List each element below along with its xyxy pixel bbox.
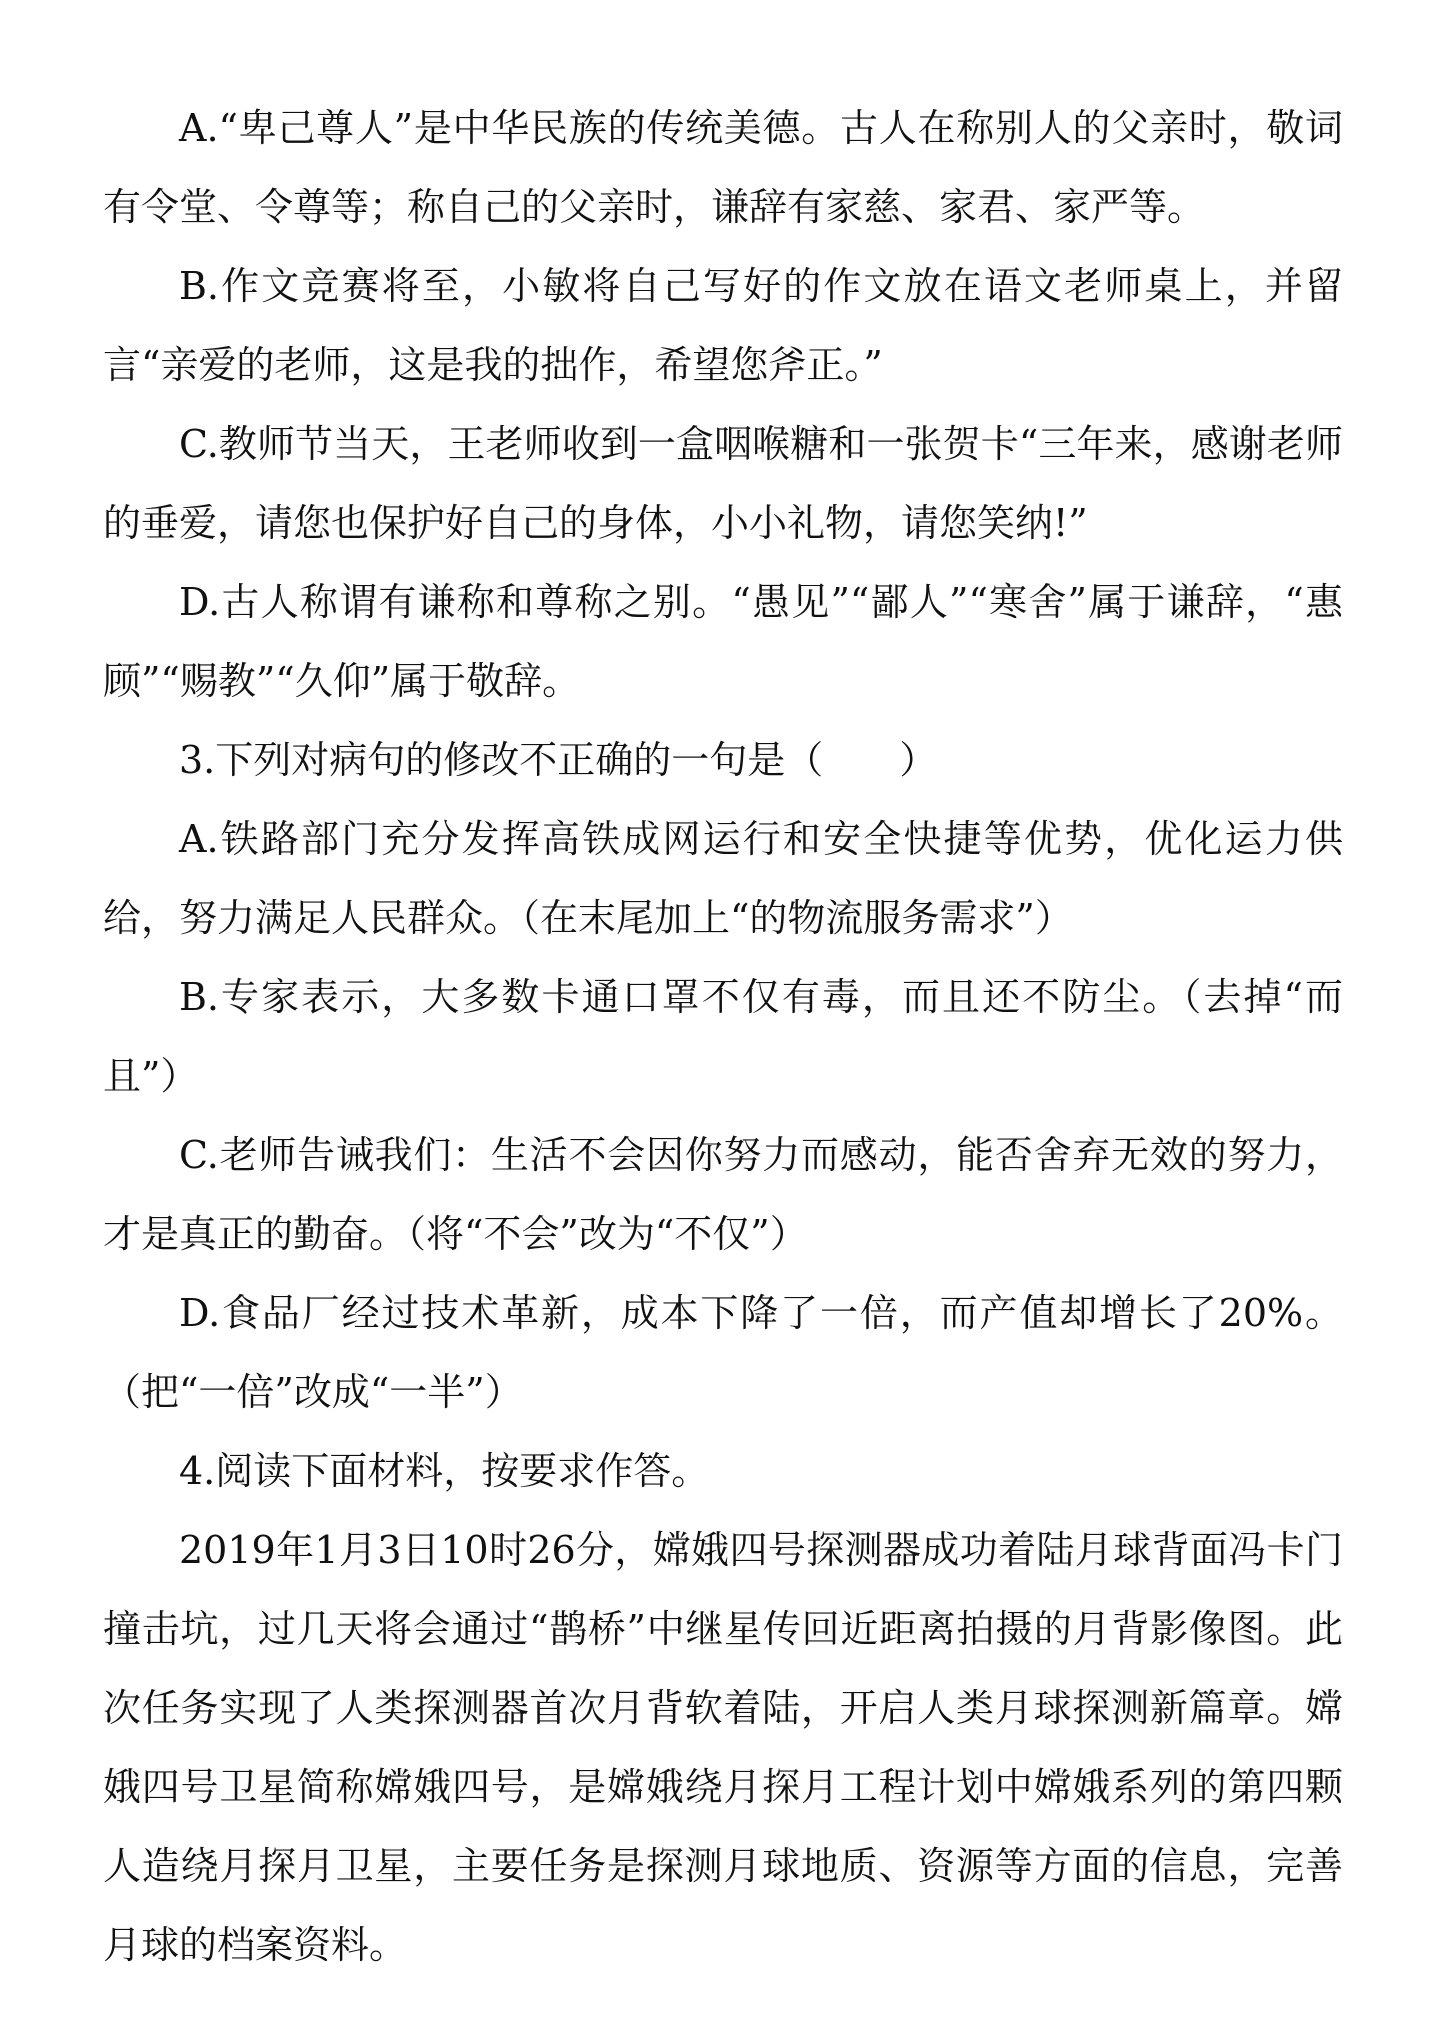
q4-stem: 4.阅读下面材料，按要求作答。 xyxy=(179,1449,710,1493)
q3-stem: 3.下列对病句的修改不正确的一句是（ ） xyxy=(179,738,938,782)
q3-option-d: D.食品厂经过技术革新，成本下降了一倍，而产值却增长了20%。（把“一倍”改成“一半”） xyxy=(103,1291,1343,1414)
q3-option-c: C.老师告诫我们：生活不会因你努力而感动，能否舍弃无效的努力，才是真正的勤奋。（将“不会”改为“不仅”） xyxy=(103,1133,1343,1256)
q2-option-c: C.教师节当天，王老师收到一盒咽喉糖和一张贺卡“三年来，感谢老师的垂爱，请您也保护好自己的身体，小小礼物，请您笑纳!” xyxy=(103,422,1343,545)
q2-option-a: A.“卑己尊人”是中华民族的传统美德。古人在称别人的父亲时，敬词有令堂、令尊等；称自己的父亲时，谦辞有家慈、家君、家严等。 xyxy=(103,106,1343,229)
document-body xyxy=(103,89,1343,1985)
q4-material: 2019年1月3日10时26分，嫦娥四号探测器成功着陆月球背面冯卡门撞击坑，过几天将会通过“鹊桥”中继星传回近距离拍摄的月背影像图。此次任务实现了人类探测器首次月背软着陆，开启人类月球探测新篇章。嫦娥四号卫星简称嫦娥四号，是嫦娥绕月探月工程计划中嫦娥系列的第四颗人造绕月探月卫星，主要任务是探测月球地质、资源等方面的信息，完善月球的档案资料。 xyxy=(103,1528,1343,1967)
q3-option-b: B.专家表示，大多数卡通口罩不仅有毒，而且还不防尘。（去掉“而且”） xyxy=(103,975,1343,1098)
q3-option-a: A.铁路部门充分发挥高铁成网运行和安全快捷等优势，优化运力供给，努力满足人民群众。（在末尾加上“的物流服务需求”） xyxy=(103,817,1343,940)
q2-option-b: B.作文竞赛将至，小敏将自己写好的作文放在语文老师桌上，并留言“亲爱的老师，这是我的拙作，希望您斧正。” xyxy=(103,264,1343,387)
q2-option-d: D.古人称谓有谦称和尊称之别。“愚见”“鄙人”“寒舍”属于谦辞，“惠顾”“赐教”“久仰”属于敬辞。 xyxy=(103,580,1343,703)
